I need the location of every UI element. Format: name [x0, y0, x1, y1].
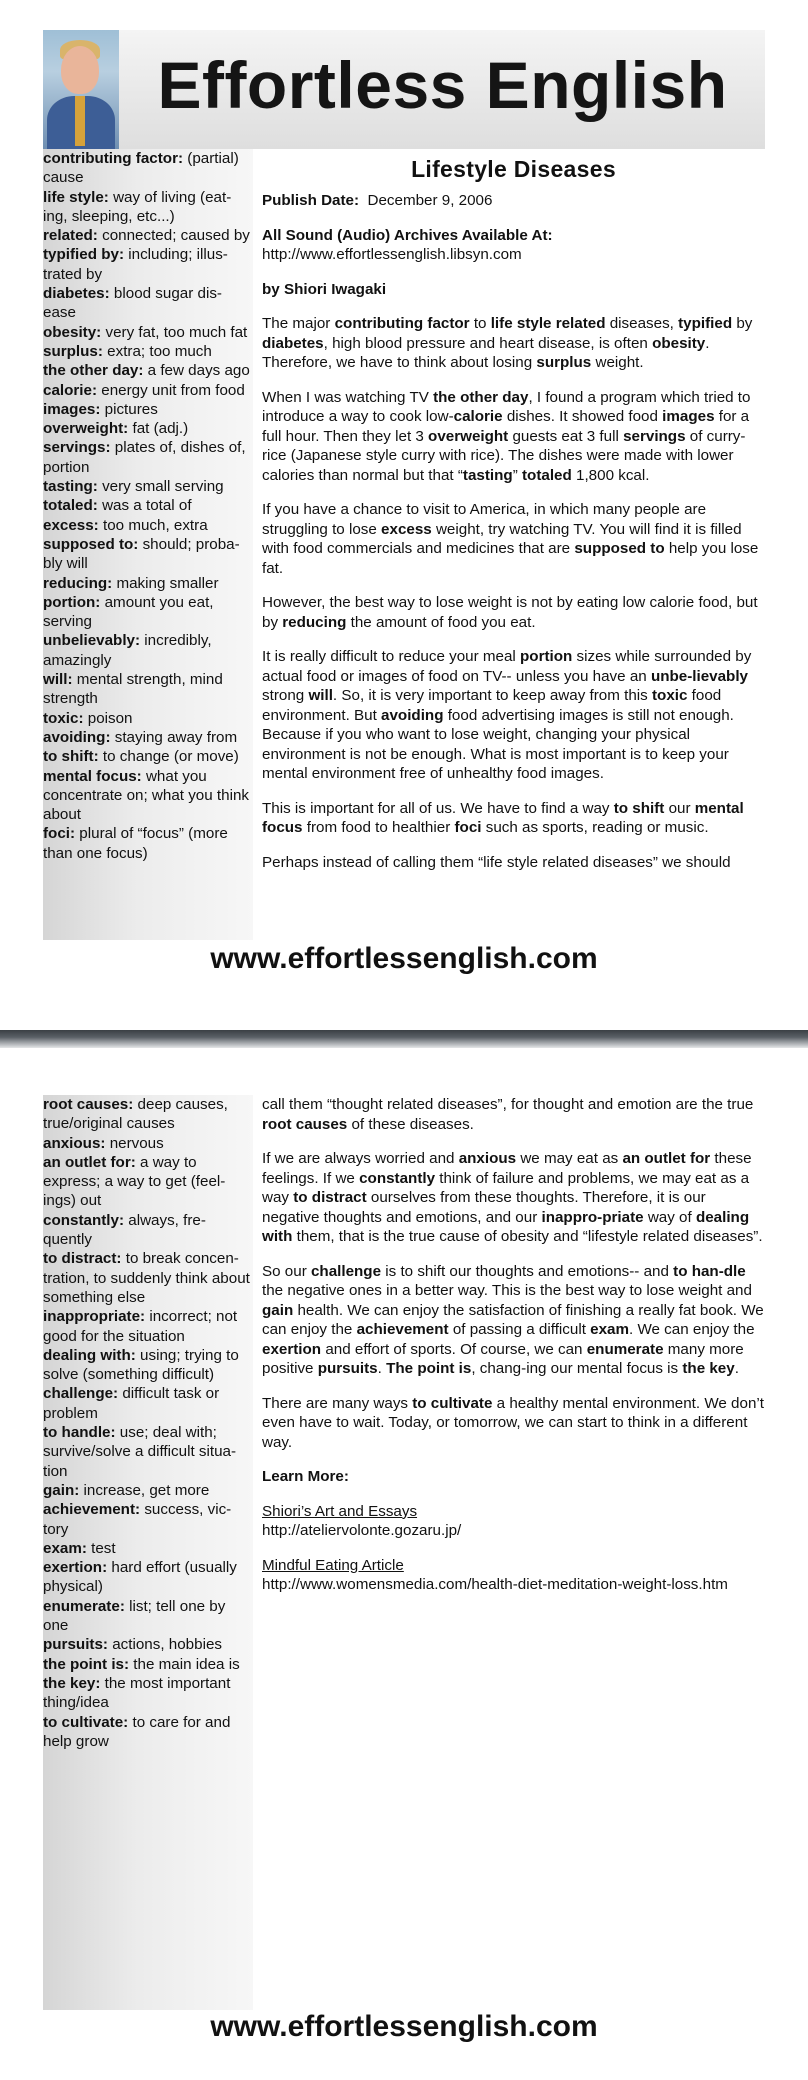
vocab-term: toxic	[651, 687, 688, 704]
vocab-term: constantly	[359, 1169, 436, 1187]
vocab-term: achievement	[356, 1321, 449, 1338]
vocab-term: excess	[381, 520, 432, 538]
vocab-term: The point is	[386, 1360, 472, 1377]
glossary-entry	[43, 1713, 251, 1752]
glossary-entry	[43, 767, 251, 825]
glossary-definition: connected; caused by	[102, 227, 250, 245]
glossary-term: the point is:	[43, 1655, 130, 1673]
glossary-definition: fat (adj.)	[132, 420, 189, 438]
paragraph-text: food advertising images is still not enough. Because if you who want to lose weight, changing your physical environment is not be enough. What is most important is to keep your mental environment free of unhealthy food images.	[262, 706, 734, 782]
paragraph-text: .	[377, 1360, 387, 1377]
link-url[interactable]: http://ateliervolonte.gozaru.jp/	[262, 1522, 462, 1539]
glossary-definition: using; trying to solve (something difficult)	[43, 1346, 239, 1384]
paragraph-text: these feelings. If we	[262, 1150, 752, 1187]
glossary-definition: was a total of	[102, 497, 192, 515]
paragraph-text: So our	[262, 1262, 311, 1280]
archives-block	[262, 226, 765, 265]
glossary-definition: what you concentrate on; what you think about	[43, 767, 250, 824]
article-paragraph	[262, 853, 765, 873]
vocab-term: images	[662, 408, 715, 425]
glossary-term: surplus:	[43, 342, 103, 360]
glossary-term: challenge:	[43, 1385, 119, 1403]
glossary-term: foci:	[43, 825, 76, 843]
glossary-definition: should; proba-bly will	[43, 535, 240, 573]
glossary-definition: (partial) cause	[43, 150, 239, 187]
glossary-term: reducing:	[43, 574, 113, 592]
glossary-definition: making smaller	[116, 574, 219, 592]
vocab-term: avoiding	[381, 706, 444, 724]
paragraph-text: , high blood pressure and heart disease, is often	[323, 334, 653, 352]
vocab-term: root causes	[262, 1115, 348, 1133]
paragraph-text: ”	[512, 466, 522, 484]
glossary-definition: a few days ago	[147, 362, 250, 380]
paragraph-text: is to shift our thoughts and emotions-- and	[381, 1262, 674, 1280]
article-paragraph	[262, 1095, 765, 1134]
glossary-definition: list; tell one by one	[43, 1597, 226, 1635]
glossary-definition: incorrect; not good for the situation	[43, 1308, 238, 1345]
vocab-term: reducing	[282, 613, 347, 631]
paragraph-text: There are many ways	[262, 1394, 413, 1412]
vocab-term: to cultivate	[412, 1394, 493, 1412]
glossary-entry	[43, 284, 251, 323]
glossary-entry	[43, 593, 251, 632]
paragraph-text: weight, try watching TV. You will find it is filled with food commercials and medicines that are	[262, 520, 742, 557]
glossary-entry	[43, 245, 251, 284]
glossary-term: toxic:	[43, 709, 84, 727]
glossary-entry	[43, 188, 251, 227]
vocab-term: the key	[682, 1360, 735, 1377]
vocab-term: totaled	[522, 466, 572, 484]
glossary-entry	[43, 1249, 251, 1307]
vocab-term: overweight	[428, 427, 509, 445]
glossary-entry	[43, 631, 251, 670]
paragraph-text: by	[732, 315, 753, 332]
glossary-term: images:	[43, 400, 101, 418]
footer-url[interactable]: www.effortlessenglish.com	[210, 2010, 598, 2043]
paragraph-text: and effort of sports. Of course, we can	[321, 1340, 587, 1358]
article-paragraph	[262, 1149, 765, 1247]
page-1	[0, 0, 808, 1030]
author-photo	[43, 30, 119, 149]
paragraph-text: of passing a difficult	[448, 1321, 591, 1338]
page-separator	[0, 1030, 808, 1048]
paragraph-text: guests eat 3 full	[508, 427, 624, 445]
glossary-term: totaled:	[43, 497, 98, 515]
vocab-term: servings	[623, 427, 686, 445]
glossary-term: supposed to:	[43, 535, 139, 553]
glossary-entry	[43, 670, 251, 709]
article-paragraphs	[262, 314, 765, 872]
glossary-entry	[43, 574, 251, 593]
paragraph-text: health. We can enjoy the satisfaction of finishing a really fat book. We can enjoy the	[262, 1301, 764, 1338]
glossary-entry	[43, 1655, 251, 1674]
vocab-term: dealing with	[262, 1208, 750, 1245]
paragraph-text: of these diseases.	[347, 1115, 474, 1133]
glossary-term: unbelievably:	[43, 632, 141, 650]
glossary-definition: difficult task or problem	[43, 1385, 220, 1422]
glossary-term: pursuits:	[43, 1636, 108, 1654]
glossary-entry	[43, 824, 251, 863]
glossary-definition: the main idea is	[133, 1655, 240, 1673]
paragraph-text: for a full hour. Then they let 3	[262, 408, 750, 445]
paragraph-text: 1,800 kcal.	[571, 466, 650, 484]
glossary-list	[43, 149, 253, 863]
paragraph-text: ourselves from these thoughts. Therefore, it is our negative thoughts and emotions, and our	[262, 1189, 706, 1226]
archives-link[interactable]: http://www.effortlessenglish.libsyn.com	[262, 246, 522, 263]
glossary-definition: success, vic-tory	[43, 1501, 232, 1538]
paragraph-text: to	[469, 315, 491, 332]
glossary-definition: hard effort (usually physical)	[43, 1559, 237, 1596]
paragraph-text: weight.	[591, 354, 644, 371]
glossary-definition: blood sugar dis-ease	[43, 285, 222, 322]
footer-url[interactable]: www.effortlessenglish.com	[210, 942, 598, 975]
vocab-term: obesity	[652, 334, 706, 352]
paragraph-text: such as sports, reading or music.	[481, 819, 709, 836]
page-2	[0, 1048, 808, 2080]
publish-line	[262, 191, 765, 211]
glossary-definition: to care for and help grow	[43, 1713, 231, 1750]
glossary-term: anxious:	[43, 1134, 106, 1152]
glossary-entry	[43, 1307, 251, 1346]
glossary-entry	[43, 1095, 251, 1134]
paragraph-text: strong	[262, 687, 309, 704]
glossary-entry	[43, 747, 251, 766]
link-title[interactable]: Mindful Eating Article	[262, 1556, 404, 1574]
glossary-term: exam:	[43, 1539, 87, 1557]
glossary-term: dealing with:	[43, 1346, 136, 1364]
vocab-term: challenge	[310, 1262, 382, 1280]
glossary-entry	[43, 709, 251, 728]
glossary-entry	[43, 342, 251, 361]
paragraph-text: the negative ones in a better way. This is the best way to lose weight and	[262, 1282, 752, 1299]
glossary-entry	[43, 516, 251, 535]
glossary-term: the other day:	[43, 362, 144, 380]
vocab-term: enumerate	[586, 1340, 664, 1358]
paragraph-text: way of	[643, 1208, 696, 1226]
paragraph-text: from food to healthier	[302, 819, 455, 836]
article-paragraph	[262, 593, 765, 632]
paragraph-text: food environment. But	[262, 687, 722, 724]
article-paragraph	[262, 500, 765, 578]
article-paragraph	[262, 314, 765, 373]
glossary-term: avoiding:	[43, 728, 111, 746]
paragraph-text: When I was watching TV	[262, 388, 434, 406]
vocab-term: typified	[678, 315, 733, 332]
glossary-term: will:	[43, 671, 73, 689]
glossary-term: servings:	[43, 439, 111, 457]
glossary-definition: deep causes, true/original causes	[43, 1096, 228, 1133]
publish-date: December 9, 2006	[367, 192, 493, 209]
glossary-entry	[43, 1346, 251, 1385]
vocab-term: to shift	[613, 799, 665, 817]
vocab-term: the other day	[433, 388, 529, 406]
article-body-continued	[262, 1095, 765, 1610]
brand-title: Effortless English	[157, 48, 728, 122]
paragraph-text: It is really difficult to reduce your meal	[262, 648, 521, 665]
archives-label: All Sound (Audio) Archives Available At:	[262, 226, 553, 244]
glossary-entry	[43, 1481, 251, 1500]
vocab-term: exam	[590, 1321, 630, 1338]
vocab-term: contributing factor	[334, 315, 470, 332]
glossary-term: contributing factor:	[43, 150, 184, 167]
glossary-entry	[43, 477, 251, 496]
paragraph-text: the amount of food you eat.	[346, 613, 536, 631]
glossary-entry	[43, 1423, 251, 1481]
vocab-term: inappro-priate	[541, 1208, 644, 1226]
glossary-definition: way of living (eat-ing, sleeping, etc...)	[43, 188, 232, 225]
paragraph-text: think of failure and problems, we may eat as a way	[262, 1169, 750, 1206]
vocab-term: pursuits	[317, 1360, 378, 1377]
glossary-definition: incredibly, amazingly	[43, 632, 212, 669]
glossary-entry	[43, 1597, 251, 1636]
article-paragraphs	[262, 1095, 765, 1452]
article-title: Lifestyle Diseases	[411, 156, 616, 182]
paragraph-text: diseases,	[605, 315, 679, 332]
vocab-term: an outlet for	[622, 1150, 711, 1167]
glossary-definition: plates of, dishes of, portion	[43, 439, 246, 476]
vocab-term: surplus	[536, 354, 592, 371]
article-body	[262, 155, 765, 887]
glossary-definition: increase, get more	[83, 1481, 210, 1499]
glossary-definition: plural of “focus” (more than one focus)	[43, 825, 228, 862]
article-paragraph	[262, 388, 765, 486]
glossary-term: excess:	[43, 516, 99, 534]
glossary-definition: always, fre-quently	[43, 1211, 206, 1249]
vocab-term: portion	[520, 648, 573, 665]
glossary-term: an outlet for:	[43, 1153, 136, 1171]
glossary-term: constantly:	[43, 1211, 125, 1229]
glossary-entry	[43, 226, 251, 245]
glossary-entry	[43, 1384, 251, 1423]
glossary-term: related:	[43, 227, 98, 245]
vocab-term: anxious	[458, 1150, 517, 1167]
glossary-definition: to break concen-tration, to suddenly think about something else	[43, 1250, 250, 1306]
paragraph-text: Perhaps instead of calling them “life style related diseases” we should	[262, 853, 731, 871]
paragraph-text: a healthy mental environment. We don’t even have to wait. Today, or tomorrow, we can start to think in a different way.	[262, 1394, 764, 1451]
glossary-entry	[43, 1539, 251, 1558]
glossary-definition: staying away from	[114, 728, 238, 746]
vocab-term: foci	[454, 819, 482, 836]
glossary-definition: a way to express; a way to get (feel-ings) out	[43, 1153, 226, 1210]
glossary-term: portion:	[43, 593, 101, 611]
glossary-list	[43, 1095, 253, 1751]
paragraph-text: . So, it is very important to keep away from this	[332, 687, 652, 704]
glossary-entry	[43, 1134, 251, 1153]
vocab-term: mental focus	[262, 799, 744, 836]
byline: by Shiori Iwagaki	[262, 280, 387, 298]
glossary-term: to shift:	[43, 748, 99, 766]
paragraph-text: them, that is the true cause of obesity and “lifestyle related diseases”.	[292, 1228, 763, 1245]
paragraph-text: of curry-rice (Japanese style curry with rice). The dishes were made with lower calories than normal but that “	[262, 427, 746, 484]
article-paragraph	[262, 799, 765, 838]
glossary-definition: very fat, too much fat	[105, 323, 248, 341]
paragraph-text: . We can enjoy the	[629, 1321, 755, 1338]
glossary-term: to cultivate:	[43, 1713, 129, 1731]
glossary-entry	[43, 381, 251, 400]
glossary-term: to handle:	[43, 1424, 116, 1442]
paragraph-text: However, the best way to lose weight is not by eating low calorie food, but by	[262, 594, 758, 631]
glossary-entry	[43, 1500, 251, 1539]
paragraph-text: our	[664, 799, 695, 817]
link-block	[262, 1556, 765, 1595]
glossary-entry	[43, 361, 251, 380]
vocab-term: exertion	[262, 1340, 322, 1358]
publish-label: Publish Date:	[262, 192, 360, 209]
glossary-definition: including; illus-trated by	[43, 246, 228, 283]
glossary-entry	[43, 728, 251, 747]
paragraph-text: call them “thought related diseases”, for thought and emotion are the true	[262, 1096, 754, 1113]
glossary-definition: nervous	[109, 1134, 164, 1152]
glossary-term: gain:	[43, 1481, 80, 1499]
paragraph-text: The major	[262, 315, 335, 332]
paragraph-text: .	[734, 1360, 739, 1377]
glossary-entry	[43, 1153, 251, 1211]
glossary-term: inappropriate:	[43, 1308, 146, 1326]
glossary-entry	[43, 1558, 251, 1597]
glossary-definition: test	[91, 1539, 116, 1557]
glossary-term: the key:	[43, 1674, 101, 1692]
paragraph-text: This is important for all of us. We have to find a way	[262, 799, 614, 817]
paragraph-text: If you have a chance to visit to America, in which many people are struggling to lose	[262, 501, 707, 538]
glossary-entry	[43, 496, 251, 515]
article-paragraph	[262, 1394, 765, 1453]
paragraph-text: . Therefore, we have to think about losing	[262, 334, 710, 371]
glossary-term: to distract:	[43, 1250, 122, 1268]
glossary-term: diabetes:	[43, 285, 110, 303]
paragraph-text: dishes. It showed food	[502, 408, 663, 425]
link-title[interactable]: Shiori’s Art and Essays	[262, 1502, 418, 1520]
glossary-term: exertion:	[43, 1559, 108, 1577]
glossary-term: obesity:	[43, 323, 102, 341]
article-paragraph	[262, 647, 765, 784]
paragraph-text: If we are always worried and	[262, 1150, 459, 1167]
glossary-entry	[43, 419, 251, 438]
glossary-definition: too much, extra	[102, 516, 208, 534]
glossary-term: tasting:	[43, 478, 98, 496]
glossary-definition: pictures	[104, 400, 158, 418]
glossary-term: calorie:	[43, 381, 98, 399]
glossary-entry	[43, 535, 251, 574]
glossary-sidebar	[43, 149, 253, 940]
glossary-term: mental focus:	[43, 767, 142, 785]
vocab-term: to han-dle	[673, 1262, 746, 1280]
glossary-definition: the most important thing/idea	[43, 1674, 231, 1712]
glossary-sidebar	[43, 1095, 253, 2010]
glossary-entry	[43, 1635, 251, 1654]
glossary-definition: use; deal with; survive/solve a difficult situa-tion	[43, 1424, 237, 1480]
glossary-entry	[43, 323, 251, 342]
glossary-term: life style:	[43, 188, 109, 206]
glossary-entry	[43, 149, 251, 188]
vocab-term: to distract	[293, 1189, 367, 1206]
vocab-term: diabetes	[262, 334, 324, 352]
vocab-term: unbe-lievably	[650, 667, 748, 685]
glossary-definition: very small serving	[102, 478, 224, 496]
glossary-term: root causes:	[43, 1096, 134, 1113]
glossary-term: typified by:	[43, 246, 125, 264]
paragraph-text: help you lose fat.	[262, 540, 759, 577]
glossary-definition: energy unit from food	[101, 381, 245, 399]
glossary-definition: extra; too much	[107, 342, 212, 360]
paragraph-text: , I found a program which tried to introduce a way to cook low-	[262, 388, 751, 425]
vocab-term: supposed to	[574, 540, 665, 557]
paragraph-text: we may eat as	[516, 1150, 623, 1167]
paragraph-text: sizes while surrounded by actual food or images of food on TV-- unless you have an	[262, 648, 752, 685]
vocab-term: will	[308, 687, 333, 704]
glossary-entry	[43, 400, 251, 419]
link-block	[262, 1502, 765, 1541]
glossary-definition: actions, hobbies	[112, 1636, 222, 1654]
vocab-term: tasting	[462, 466, 513, 484]
glossary-definition: mental strength, mind strength	[43, 671, 223, 708]
paragraph-text: many more positive	[262, 1340, 744, 1377]
glossary-entry	[43, 438, 251, 477]
vocab-term: gain	[262, 1301, 294, 1319]
learn-more-label: Learn More:	[262, 1468, 349, 1485]
glossary-entry	[43, 1674, 251, 1713]
glossary-definition: to change (or move)	[102, 748, 239, 766]
vocab-term: calorie	[453, 408, 503, 425]
paragraph-text: , chang-ing our mental focus is	[471, 1360, 683, 1377]
glossary-definition: poison	[87, 709, 133, 727]
glossary-term: achievement:	[43, 1501, 141, 1519]
glossary-definition: amount you eat, serving	[43, 593, 214, 631]
glossary-term: enumerate:	[43, 1597, 125, 1615]
glossary-term: overweight:	[43, 420, 129, 438]
vocab-term: life style related	[490, 315, 606, 332]
link-url[interactable]: http://www.womensmedia.com/health-diet-meditation-weight-loss.htm	[262, 1576, 728, 1593]
glossary-entry	[43, 1211, 251, 1250]
article-paragraph	[262, 1262, 765, 1379]
